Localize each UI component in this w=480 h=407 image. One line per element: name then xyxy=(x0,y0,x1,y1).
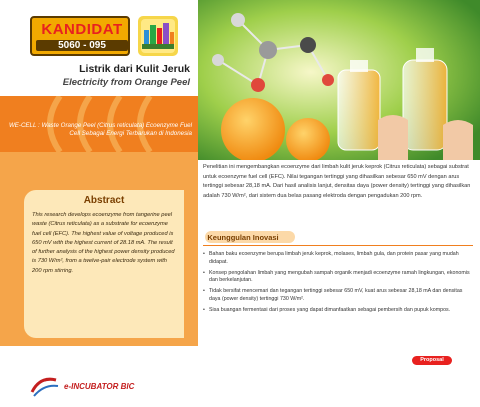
intro-paragraph: Penelitian ini mengembangkan ecoenzyme dari limbah kulit jeruk keprok (Citrus reticulata) sebagai substrat untuk ecoenzyme fuel cell (EFC). Nilai tegangan tertinggi yang dihasilkan sebesar 650 mV dengan arus tertinggi sebesar 28,18 mA. Dari hasil analisis lanjut, densitas daya (power density) tertinggi yang dihasilkan adalah 730 W/m², dari sistem dua belas pasang elektroda dengan pengadukan 200 rpm. xyxy=(203,164,471,199)
advantages-title: Keunggulan Inovasi xyxy=(207,233,279,242)
advantage-item: • Bahan baku ecoenzyme berupa limbah jeruk keprok, molases, limbah gula, dan protein pasar yang mudah didapat. xyxy=(203,251,473,267)
advantage-item: • Konsep pengolahan limbah yang mengubah sampah organik menjadi ecoenzyme ramah lingkungan, ekonomis dan berkelanjutan. xyxy=(203,270,473,286)
advantages-list xyxy=(203,251,473,318)
advantage-item: • Sisa buangan fermentasi dari proses yang dapat dimanfaatkan sebagai pembersih dan pupuk kompos. xyxy=(203,307,473,315)
badge-title: KANDIDAT xyxy=(41,21,123,38)
e-incubator-logo xyxy=(30,370,150,400)
badge-code: 5060 - 095 xyxy=(36,40,128,51)
title-english: Electricity from Orange Peel xyxy=(62,77,190,88)
proposal-badge: Proposal xyxy=(412,356,452,365)
logo-text: e-INCUBATOR BIC xyxy=(64,382,135,391)
title-indonesian: Listrik dari Kulit Jeruk xyxy=(79,63,190,75)
kandidat-badge xyxy=(30,16,130,56)
project-subtitle: WE-CELL : Waste Orange Peel (Citrus reticulata) Ecoenzyme Fuel Cell Sebagai Energi Terbarukan di Indonesia xyxy=(8,122,192,137)
abstract-text: This research develops ecoenzyme from tangerine peel waste (Citrus reticulata) as a substrate for ecoenzyme fuel cell (EFC). The highest value of voltage produced is 650 mV with the highest current of 28.18 mA. The result of further analysis of the highest power density produced is 730 W/m², from a twelve-pair electrode system with 200 rpm stirring. xyxy=(32,212,175,274)
swoosh-icon xyxy=(30,374,60,398)
city-logo-icon xyxy=(138,16,178,56)
advantage-item: • Tidak bersifat mencemari dan tegangan tertinggi sebesar 650 mV, kuat arus sebesar 28,18 mA dan densitas daya (power density) tertinggi 730 W/m². xyxy=(203,288,473,304)
orange-molecule-photo xyxy=(198,0,480,160)
abstract-title: Abstract xyxy=(83,195,125,206)
